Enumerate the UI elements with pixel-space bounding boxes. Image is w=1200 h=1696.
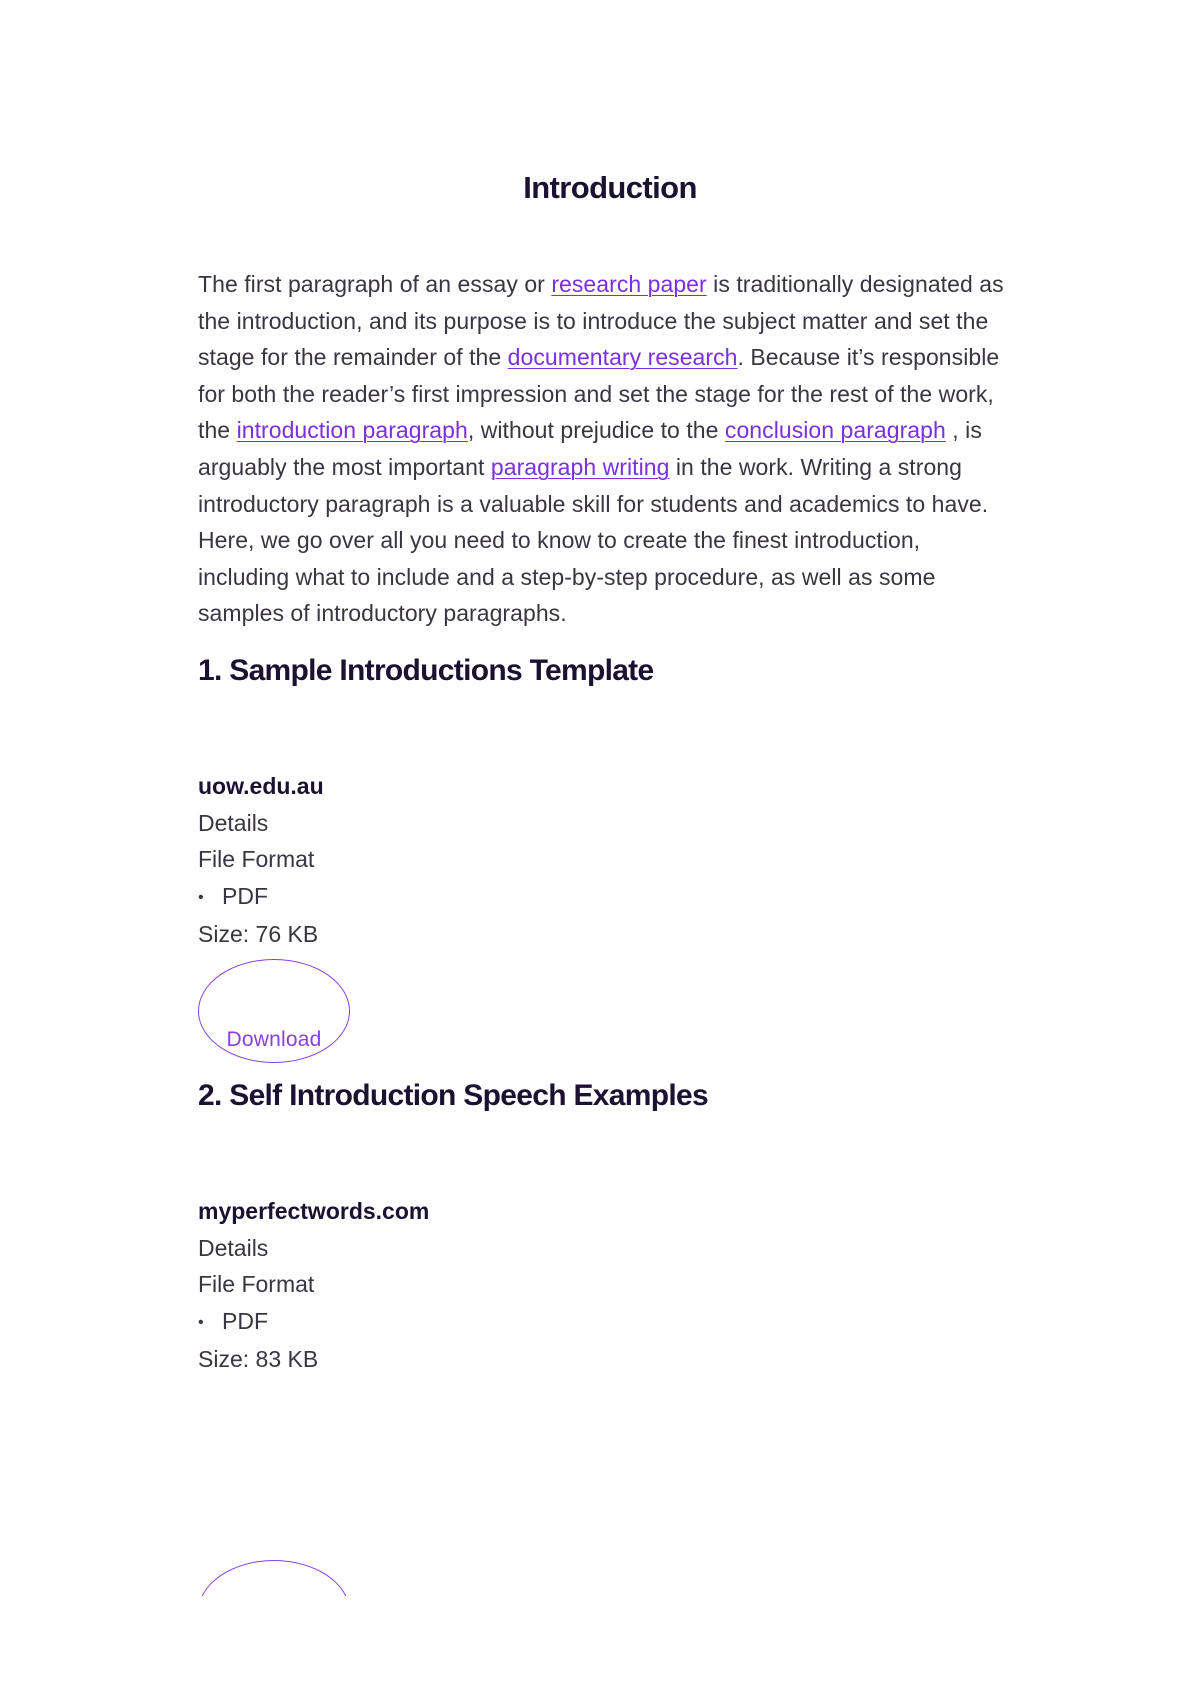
intro-text: , is arguably the most important [198,417,982,480]
document-page [198,170,1018,1378]
file-format-item [198,1303,1018,1342]
file-format-item [198,878,1018,917]
intro-paragraph [198,266,1013,632]
resource-card [198,1193,1018,1378]
file-format-label: File Format [198,846,315,873]
download-button-clipped [198,1560,350,1596]
file-format-label: File Format [198,1271,315,1298]
section-heading: 1. Sample Introductions Template [198,653,654,687]
file-format-value: PDF [222,882,268,909]
page-title: Introduction [523,170,697,205]
intro-text: is traditionally designated as the introduction, and its purpose is to introduce the subject matter and set the stage for the remainder of the [198,271,1004,371]
file-format-value: PDF [222,1307,268,1334]
resource-source: uow.edu.au [198,772,324,799]
intro-text: in the work. Writing a strong introductory paragraph is a valuable skill for students and academics to have. Here, we go over all you need to know to create the finest introduction, including what to include and a step-by-step procedure, as well as some samples of introductory paragraphs. [198,453,989,627]
download-button[interactable] [198,1560,350,1596]
link-conclusion-paragraph[interactable]: conclusion paragraph [724,417,946,444]
download-label: Download [226,1027,322,1051]
file-size: Size: 76 KB [198,921,319,948]
download-button[interactable] [198,959,350,1063]
link-documentary-research[interactable]: documentary research [507,344,738,371]
link-introduction-paragraph[interactable]: introduction paragraph [236,417,468,444]
section-heading: 2. Self Introduction Speech Examples [198,1078,708,1112]
link-research-paper[interactable]: research paper [551,271,707,297]
intro-text: , without prejudice to the [467,417,725,444]
resource-card [198,768,1018,1063]
intro-text: . Because it’s responsible for both the reader’s first impression and set the stage for the rest of the work, the [198,344,1000,444]
link-paragraph-writing[interactable]: paragraph writing [490,453,670,480]
file-size: Size: 83 KB [198,1346,319,1373]
details-label: Details [198,1234,269,1261]
resource-source: myperfectwords.com [198,1197,430,1224]
details-label: Details [198,809,269,836]
intro-text: The first paragraph of an essay or [198,271,552,297]
